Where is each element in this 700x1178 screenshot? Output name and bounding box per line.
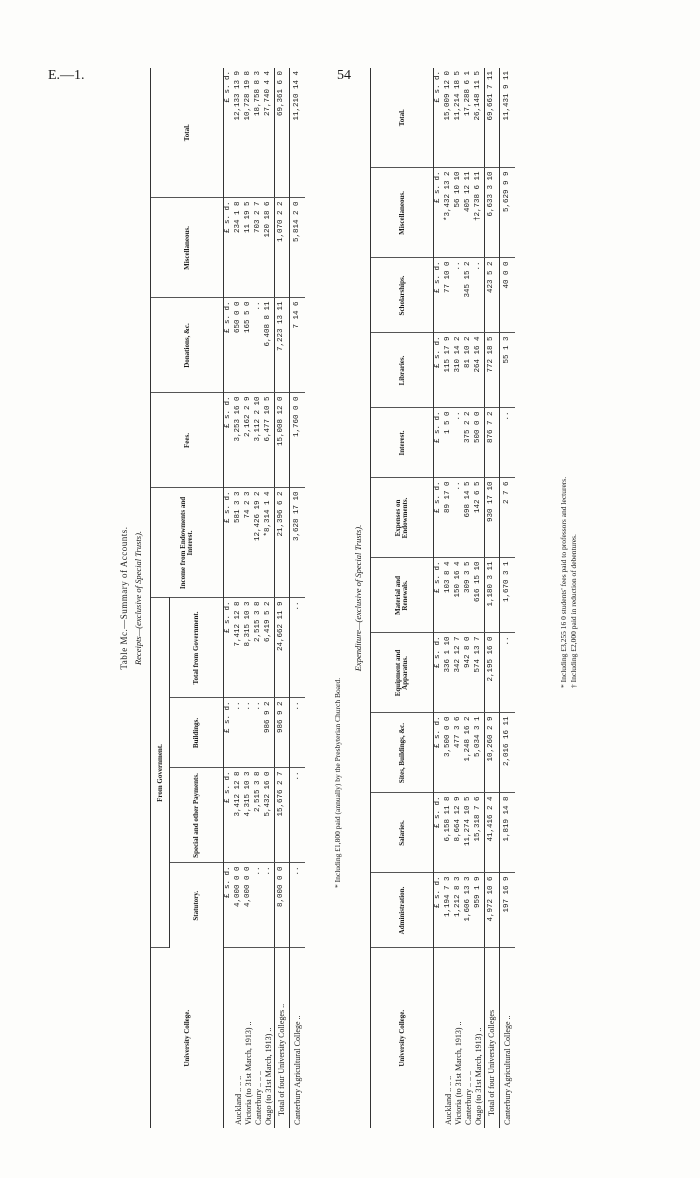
expenditure-agricultural-college-row-cell: 11,431 9 11 [499,68,515,168]
expenditure-table-row-cell: 1 5 0 [444,408,454,478]
expenditure-agricultural-college-row-cell: 5,629 9 9 [499,168,515,258]
receipts-col-fees: Fees. [151,393,224,488]
receipts-table-row-cell: Otago (to 31st March, 1913) .. [263,1027,273,1125]
expenditure-units-row-cell: £ s. d. [434,713,444,793]
expenditure-agricultural-college-row-cell: 197 16 9 [499,873,515,948]
receipts-table-row-cell: 2,515 3 8 [254,598,264,698]
receipts-table-row-cell: .. [254,698,264,768]
expenditure-table-row-cell: 336 1 10 [444,633,454,713]
receipts-total-row-cell: 21,396 6 2 [274,488,289,598]
expenditure-table-row-cell: 309 3 5 [464,558,474,633]
receipts-col-special: Special and other Payments. [170,768,224,863]
rotated-table-page [108,68,588,1128]
expenditure-table-row-cell: 26,148 11 5 [474,68,485,168]
expenditure-table-row-cell: 342 12 7 [454,633,464,713]
expenditure-table-row-cell: 150 16 4 [454,558,464,633]
exp-col-interest: Interest. [371,408,434,478]
expenditure-total-row [484,68,499,1128]
receipts-agricultural-college-row-cell: .. [289,863,305,948]
expenditure-subtitle: Expenditure—(exclusive of Special Trusts). [353,524,363,672]
expenditure-table-row-cell: Victoria (to 31st March, 1913) .. [453,1021,463,1125]
expenditure-table-row-cell: 81 10 2 [464,333,474,408]
expenditure-table-row-cell: 345 15 2 [464,258,474,333]
expenditure-units-row [434,68,444,1128]
expenditure-table-row-cell: .. [454,258,464,333]
receipts-col-endowments: Income from Endowments and Interest. [151,488,224,598]
expenditure-units-row-cell: £ s. d. [434,478,444,558]
receipts-total-row-cell: 1,070 2 2 [274,198,289,298]
receipts-table-row-cell: 986 9 2 [264,698,275,768]
receipts-table-row-cell: .. [254,298,264,393]
receipts-table-row-cell: 12,426 19 2 [254,488,264,598]
receipts-total-row-cell: 15,008 12 0 [274,393,289,488]
expenditure-table-row-cell: 959 1 9 [474,873,485,948]
receipts-agricultural-college-row-cell: 7 14 6 [289,298,305,393]
receipts-table-row-cell: .. [264,863,275,948]
receipts-col-miscellaneous: Miscellaneous. [151,198,224,298]
expenditure-total-row-cell: 876 7 2 [484,408,499,478]
receipts-agricultural-college-row-cell: .. [289,698,305,768]
expenditure-table-row-cell: 375 2 2 [464,408,474,478]
receipts-table-row-cell: 4,000 0 0 [244,863,254,948]
receipts-table-row-cell: 12,133 13 9 [234,68,244,198]
receipts-agricultural-college-row-cell: 11,210 14 4 [289,68,305,198]
receipts-units-row-cell: £ s. d. [224,768,234,863]
receipts-agricultural-college-row-cell: .. [289,598,305,698]
receipts-table-row-cell: 74 2 3 [244,488,254,598]
expenditure-table-row-cell: 616 15 10 [474,558,485,633]
expenditure-total-row-cell: 6,633 3 10 [484,168,499,258]
expenditure-total-row-cell: 4,972 10 6 [484,873,499,948]
expenditure-footnote-1: * Including £3,255 16 0 students' fees paid to professors and lecturers. [559,476,568,688]
expenditure-table-row-cell: Canterbury .. .. .. [463,1071,473,1125]
expenditure-table-row-cell: 1,212 8 3 [454,873,464,948]
expenditure-agricultural-college-row-cell: 40 0 0 [499,258,515,333]
receipts-agricultural-college-row-cell: 1,760 0 0 [289,393,305,488]
receipts-units-row-cell: £ s. d. [224,698,234,768]
receipts-units-row-cell: £ s. d. [224,298,234,393]
receipts-col-college: University College. [151,948,224,1128]
receipts-units-row [224,68,234,1128]
receipts-table-row-cell: 6,419 5 2 [264,598,275,698]
expenditure-table-row-cell: .. [454,408,464,478]
receipts-total-row-cell: Total of four University Colleges .. [274,948,289,1128]
receipts-col-total: Total. [151,68,224,198]
expenditure-agricultural-college-row-cell: .. [499,633,515,713]
expenditure-units-row-cell: £ s. d. [434,633,444,713]
exp-col-salaries: Salaries. [371,793,434,873]
receipts-table-row-cell: 8,315 10 3 [244,598,254,698]
receipts-table-row-cell: 27,740 4 4 [264,68,275,198]
expenditure-table-row-cell: 1,194 7 3 [444,873,454,948]
expenditure-total-row-cell: 2,195 16 0 [484,633,499,713]
expenditure-table-row [474,68,485,1128]
expenditure-table-row-cell: 1,606 13 3 [464,873,474,948]
expenditure-footnote-2: † Including £2,000 paid in reduction of debentures. [569,534,578,688]
receipts-col-buildings: Buildings. [170,698,224,768]
exp-col-sites-buildings: Sites, Buildings, &c. [371,713,434,793]
receipts-table-row-cell: .. [234,698,244,768]
table-title: Table Mc.—Summary of Accounts. [119,526,129,670]
page-number: 54 [337,68,351,83]
expenditure-table-row-cell: 500 0 0 [474,408,485,478]
expenditure-agricultural-college-row-cell: 55 1 3 [499,333,515,408]
expenditure-table-row-cell: Otago (to 31st March, 1913) .. [473,1027,483,1125]
receipts-table-row-cell: 18,758 8 3 [254,68,264,198]
receipts-table-row [234,68,244,1128]
receipts-table-row-cell: 11 19 5 [244,198,254,298]
expenditure-units-row-cell: £ s. d. [434,68,444,168]
expenditure-units-row-cell: £ s. d. [434,873,444,948]
receipts-table-row-cell: 120 18 6 [264,198,275,298]
receipts-total-row-cell: 15,676 2 7 [274,768,289,863]
receipts-table-row-cell: Canterbury .. .. .. [253,1071,263,1125]
receipts-total-row-cell: 69,361 6 0 [274,68,289,198]
page-identifier: E.—1. [48,68,85,83]
expenditure-table-row-cell: 6,158 11 8 [444,793,454,873]
expenditure-table-row [444,68,454,1128]
expenditure-table-row-cell: 5,034 3 1 [474,713,485,793]
exp-col-total: Total. [371,68,434,168]
expenditure-units-row-cell: £ s. d. [434,408,444,478]
expenditure-table-row-cell: 942 8 0 [464,633,474,713]
expenditure-table-row-cell: 17,288 6 1 [464,68,474,168]
expenditure-table-row-cell: 11,274 10 5 [464,793,474,873]
receipts-table-row-cell: .. [254,863,264,948]
expenditure-total-row-cell: 423 5 2 [484,258,499,333]
receipts-table-row-cell: 581 3 3 [234,488,244,598]
receipts-table-row [264,68,275,1128]
expenditure-table-row-cell: 1,248 16 2 [464,713,474,793]
expenditure-table-row-cell: .. [474,258,485,333]
receipts-agricultural-college-row [289,68,305,1128]
receipts-units-row-cell: £ s. d. [224,863,234,948]
receipts-table-row-cell: 703 2 7 [254,198,264,298]
receipts-table-row-cell: 4,315 10 3 [244,768,254,863]
receipts-table-row-cell: 3,253 16 0 [234,393,244,488]
expenditure-table-row-cell: 15,009 12 0 [444,68,454,168]
expenditure-table-row [464,68,474,1128]
expenditure-units-row-cell [434,948,444,1128]
expenditure-table-row-cell: .. [454,478,464,558]
receipts-agricultural-college-row-cell: 5,814 2 0 [289,198,305,298]
receipts-agricultural-college-row-cell: Canterbury Agricultural College .. [292,1015,302,1125]
expenditure-table-row-cell: 11,214 18 5 [454,68,464,168]
receipts-units-row-cell: £ s. d. [224,393,234,488]
receipts-units-row-cell: £ s. d. [224,198,234,298]
receipts-agricultural-college-row-cell: 3,628 17 10 [289,488,305,598]
receipts-table-row-cell: 6,477 10 5 [264,393,275,488]
receipts-total-row-cell: 24,662 11 9 [274,598,289,698]
expenditure-table-row-cell: 477 3 6 [454,713,464,793]
expenditure-table-row [454,68,464,1128]
expenditure-table-row-cell: 264 16 4 [474,333,485,408]
expenditure-agricultural-college-row-cell: 1,819 14 8 [499,793,515,873]
exp-col-miscellaneous: Miscellaneous. [371,168,434,258]
expenditure-units-row-cell: £ s. d. [434,558,444,633]
expenditure-table-row-cell: 574 13 7 [474,633,485,713]
expenditure-table-row-cell: 698 14 5 [464,478,474,558]
expenditure-units-row-cell: £ s. d. [434,168,444,258]
receipts-table-row-cell: 3,112 2 10 [254,393,264,488]
expenditure-units-row-cell: £ s. d. [434,793,444,873]
expenditure-table-row-cell: *3,432 13 2 [444,168,454,258]
expenditure-table-row-cell: †2,738 6 11 [474,168,485,258]
expenditure-table-row-cell: 56 10 10 [454,168,464,258]
receipts-units-row-cell: £ s. d. [224,488,234,598]
receipts-subtitle: Receipts—(exclusive of Special Trusts). [133,530,143,666]
expenditure-table-row-cell: Auckland .. .. .. [443,1075,453,1125]
expenditure-total-row-cell: 772 18 5 [484,333,499,408]
exp-col-college: University College. [371,948,434,1128]
receipts-total-row-cell: 986 9 2 [274,698,289,768]
expenditure-total-row-cell: 41,416 2 4 [484,793,499,873]
receipts-table-row-cell: 10,728 19 8 [244,68,254,198]
receipts-table-row [244,68,254,1128]
expenditure-table-row-cell: 15,318 7 6 [474,793,485,873]
expenditure-table-row-cell: 405 12 11 [464,168,474,258]
receipts-col-statutory: Statutory. [170,863,224,948]
exp-col-scholarships: Scholarships. [371,258,434,333]
receipts-table-row-cell: Victoria (to 31st March, 1913) .. [243,1021,253,1125]
expenditure-agricultural-college-row-cell: Canterbury Agricultural College .. [502,1015,512,1125]
receipts-total-row [274,68,289,1128]
expenditure-agricultural-college-row-cell: .. [499,408,515,478]
expenditure-table-row-cell: 103 8 4 [444,558,454,633]
receipts-table-row-cell: 165 5 0 [244,298,254,393]
expenditure-total-row-cell: Total of four University Colleges [484,948,499,1128]
expenditure-table-row-cell: 310 14 2 [454,333,464,408]
receipts-total-row-cell: 7,223 13 11 [274,298,289,393]
expenditure-agricultural-college-row [499,68,515,1128]
receipts-units-row-cell [224,948,234,1128]
expenditure-table-row-cell: 77 10 0 [444,258,454,333]
expenditure-units-row-cell: £ s. d. [434,258,444,333]
expenditure-table-row-cell: 89 17 0 [444,478,454,558]
receipts-footnote: * Including £1,800 paid (annually) by the Presbyterian Church Board. [333,677,342,888]
expenditure-units-row-cell: £ s. d. [434,333,444,408]
receipts-group-government: From Government. [151,598,170,948]
receipts-table-row-cell: .. [244,698,254,768]
receipts-col-total-government: Total from Government. [170,598,224,698]
expenditure-table-row-cell: 3,500 0 0 [444,713,454,793]
exp-col-endowment-expenses: Expenses on Endowments. [371,478,434,558]
exp-col-libraries: Libraries. [371,333,434,408]
expenditure-table-row-cell: 142 6 5 [474,478,485,558]
receipts-col-donations: Donations, &c. [151,298,224,393]
receipts-table-row-cell: 234 1 8 [234,198,244,298]
receipts-units-row-cell: £ s. d. [224,68,234,198]
expenditure-table [370,68,515,1128]
receipts-table-row-cell: Auckland .. .. .. [233,1075,243,1125]
receipts-table-row-cell: 650 0 0 [234,298,244,393]
receipts-table-row-cell: 3,412 12 8 [234,768,244,863]
receipts-table-row-cell: 4,000 0 0 [234,863,244,948]
receipts-table-row-cell: 7,412 12 8 [234,598,244,698]
receipts-table-row-cell: 2,162 2 9 [244,393,254,488]
exp-col-material: Material and Renewals. [371,558,434,633]
exp-col-administration: Administration. [371,873,434,948]
expenditure-table-row-cell: 115 17 9 [444,333,454,408]
receipts-total-row-cell: 8,000 0 0 [274,863,289,948]
receipts-table-row-cell: 5,432 16 0 [264,768,275,863]
expenditure-table-row-cell: 8,664 12 9 [454,793,464,873]
receipts-units-row-cell: £ s. d. [224,598,234,698]
receipts-table [150,68,305,1128]
expenditure-agricultural-college-row-cell: 2,016 16 11 [499,713,515,793]
expenditure-total-row-cell: 69,661 7 11 [484,68,499,168]
receipts-agricultural-college-row-cell: .. [289,768,305,863]
receipts-table-row-cell: 2,515 3 8 [254,768,264,863]
expenditure-total-row-cell: 930 17 10 [484,478,499,558]
expenditure-agricultural-college-row-cell: 1,670 3 1 [499,558,515,633]
receipts-table-row [254,68,264,1128]
expenditure-agricultural-college-row-cell: 2 7 6 [499,478,515,558]
receipts-table-row-cell: *8,314 1 4 [264,488,275,598]
expenditure-total-row-cell: 10,260 2 9 [484,713,499,793]
exp-col-equipment: Equipment and Apparatus. [371,633,434,713]
receipts-table-row-cell: 6,408 8 11 [264,298,275,393]
expenditure-total-row-cell: 1,180 3 11 [484,558,499,633]
